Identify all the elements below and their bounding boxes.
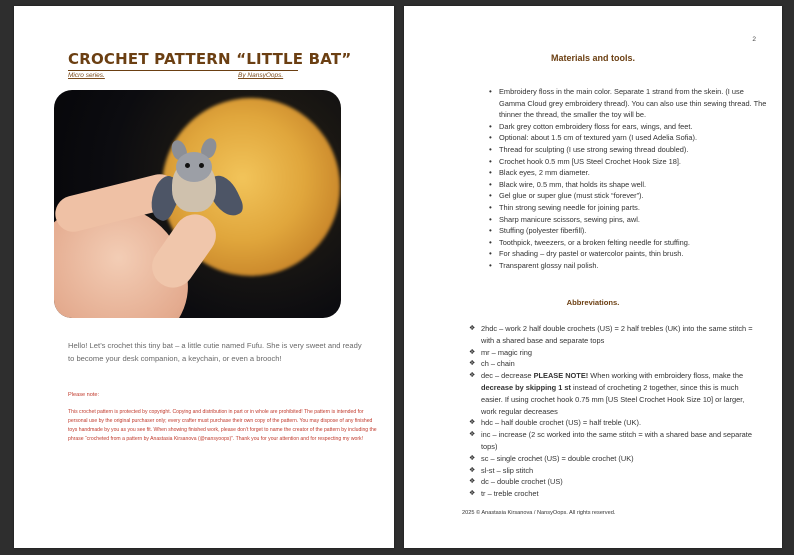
list-item [469, 429, 756, 453]
list-item [469, 417, 756, 429]
list-item: • Stuffing (polyester fiberfill). [499, 225, 769, 237]
intro-paragraph: Hello! Let’s crochet this tiny bat – a little cutie named Fufu. She is very sweet and ready to become your desk companion, a keychain, or even a brooch! [68, 341, 362, 364]
author-label: By NansyOops. [238, 72, 284, 79]
list-item [469, 370, 756, 417]
abbr-text: mr – magic ring [481, 347, 532, 357]
abbr-text: ch – chain [481, 359, 515, 369]
diamond-bullet-icon: ❖ [469, 419, 476, 427]
list-item [469, 347, 756, 359]
abbr-text: dec – decrease [481, 371, 534, 381]
abbreviations-list [469, 323, 756, 500]
abbreviations-heading: Abbreviations. [566, 298, 620, 307]
diamond-bullet-icon: ❖ [469, 478, 476, 486]
list-item: • Gel glue or super glue (must stick “forever”). [499, 190, 769, 202]
diamond-bullet-icon: ❖ [469, 372, 476, 380]
list-item [469, 358, 756, 370]
list-item [469, 453, 756, 465]
list-item [469, 488, 756, 500]
copyright-footer: 2025 © Anastasia Kirsanova / NansyOops. All rights reserved. [462, 510, 616, 516]
abbr-text: tr – treble crochet [481, 489, 539, 499]
abbr-bold: decrease by skipping 1 st [481, 382, 571, 392]
title-underline [68, 70, 298, 71]
abbr-text: inc – increase (2 sc worked into the same stitch = with a shared base and separate tops) [481, 430, 752, 451]
diamond-bullet-icon: ❖ [469, 325, 476, 332]
list-item: • Toothpick, tweezers, or a broken felting needle for stuffing. [499, 237, 769, 249]
diamond-bullet-icon: ❖ [469, 348, 476, 356]
list-item: • Crochet hook 0.5 mm [US Steel Crochet Hook Size 18]. [499, 156, 769, 168]
list-item [469, 465, 756, 477]
list-item: • Embroidery floss in the main color. Separate 1 strand from the skein. (I use Gamma Cloud grey embroidery thread). You can also use thin sewing thread. The thinner the thread, the smaller the toy will be. [499, 86, 769, 121]
diamond-bullet-icon: ❖ [469, 490, 476, 498]
bat-eye-left [185, 163, 190, 168]
series-label: Micro series. [68, 72, 105, 79]
list-item: • Black eyes, 2 mm diameter. [499, 167, 769, 179]
copyright-note: This crochet pattern is protected by copyright. Copying and distribution in part or in whole are prohibited! The pattern is intended for personal use by the original purchaser only; every crafter must purchase their own copy of the pattern. You may dispose of any finished toys handmade by you as you see fit. When showing finished work, please don’t forget to name the creator of the pattern by including the phrase “crocheted from a pattern by Anastasia Kirsanova (@nansyoops)”. Thank you for your attention and for respecting my work! [68, 409, 377, 443]
materials-heading: Materials and tools. [550, 53, 636, 63]
pattern-title: CROCHET PATTERN “LITTLE BAT” [68, 50, 352, 68]
list-item: • Black wire, 0.5 mm, that holds its shape well. [499, 179, 769, 191]
list-item: • Transparent glossy nail polish. [499, 260, 769, 272]
diamond-bullet-icon: ❖ [469, 431, 476, 439]
list-item: • Thin strong sewing needle for joining parts. [499, 202, 769, 214]
page-number: 2 [752, 36, 756, 43]
abbr-text: sc – single crochet (US) = double crochet (UK) [481, 453, 634, 463]
list-item [469, 476, 756, 488]
diamond-bullet-icon: ❖ [469, 454, 476, 462]
abbr-text: hdc – half double crochet (US) = half treble (UK). [481, 418, 642, 428]
abbr-text: When working with embroidery floss, make the [588, 371, 744, 381]
list-item: • Dark grey cotton embroidery floss for ears, wings, and feet. [499, 121, 769, 133]
note-title: Please note: [68, 392, 100, 398]
diamond-bullet-icon: ❖ [469, 360, 476, 368]
abbr-text: dc – double crochet (US) [481, 477, 563, 487]
list-item: • Sharp manicure scissors, sewing pins, awl. [499, 214, 769, 226]
list-item: • Thread for sculpting (I use strong sewing thread doubled). [499, 144, 769, 156]
materials-list [499, 86, 769, 272]
diamond-bullet-icon: ❖ [469, 466, 476, 474]
list-item [469, 323, 756, 347]
abbr-text: instead of crocheting 2 together, since this is much easier. If using crochet hook 0.75 mm [US Steel Crochet Hook Size 10] or larger, work regular decreases [481, 382, 745, 416]
abbr-text: 2hdc – work 2 half double crochets (US) = 2 half trebles (UK) into the same stitch = with a shared base and separate tops [481, 324, 753, 345]
list-item: • For shading – dry pastel or watercolor paints, thin brush. [499, 248, 769, 260]
bat-head [176, 152, 212, 182]
bat-photo [54, 90, 341, 318]
abbr-text: sl-st – slip stitch [481, 465, 534, 475]
page-1 [14, 6, 394, 548]
bat-eye-right [199, 163, 204, 168]
page-2 [404, 6, 782, 548]
list-item: • Optional: about 1.5 cm of textured yarn (I used Adelia Sofia). [499, 132, 769, 144]
abbr-bold: PLEASE NOTE! [533, 371, 589, 381]
